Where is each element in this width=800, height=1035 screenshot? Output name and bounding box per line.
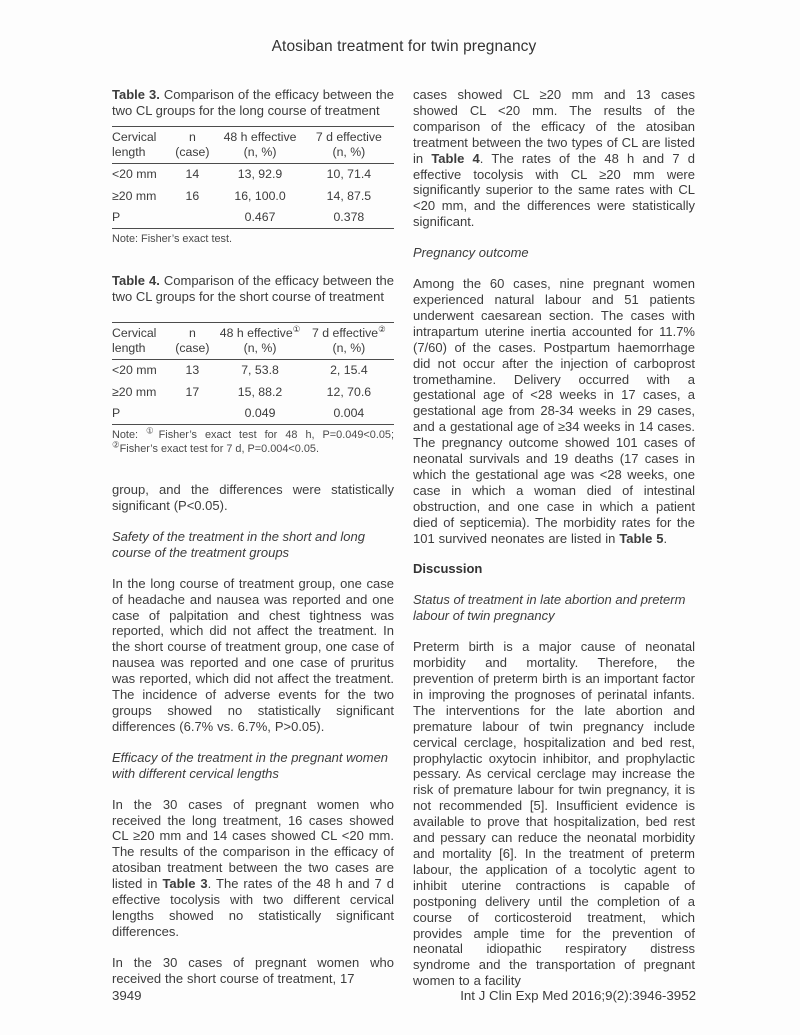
table-cell: 0.378 — [333, 210, 365, 225]
table-cell: 2, 15.4 — [330, 363, 368, 378]
column-header: Cervical length — [112, 129, 157, 159]
table-cell: 17 — [185, 384, 200, 399]
column-header: 7 d effective② (n, %) — [312, 323, 386, 355]
journal-citation: Int J Clin Exp Med 2016;9(2):3946-3952 — [460, 988, 696, 1003]
table-header-row — [112, 322, 394, 359]
column-header: Cervical length — [112, 325, 157, 355]
table-cell: 15, 88.2 — [237, 384, 283, 399]
table-cell: 14, 87.5 — [326, 188, 372, 203]
page-footer — [112, 988, 696, 1003]
left-column — [112, 87, 394, 1004]
table-cell: 16 — [185, 188, 200, 203]
table-cell: 0.049 — [244, 406, 276, 421]
table-row — [112, 163, 394, 185]
subsection-heading: Safety of the treatment in the short and long course of the treatment groups — [112, 528, 365, 560]
table4-caption: Table 4. Comparison of the efficacy between the two CL groups for the short course of treatment — [112, 272, 394, 304]
table-cell: <20 mm — [112, 167, 157, 182]
right-column — [413, 87, 695, 1004]
table-cell: 13 — [185, 363, 200, 378]
table-cell: <20 mm — [112, 363, 157, 378]
column-header: n (case) — [175, 129, 210, 159]
section-heading: Discussion — [413, 561, 483, 577]
column-header: n (case) — [175, 325, 210, 355]
table-row — [112, 381, 394, 403]
table-row — [112, 359, 394, 381]
table-cell — [168, 403, 216, 425]
table-cell — [168, 207, 216, 229]
paragraph: Among the 60 cases, nine pregnant women experienced natural labour and 51 patients underwent caesarean section. The cases with intrapartum uterine inertia accounted for 11.7% (7/60) of the cases. Postpartum haemorrhage did not occur after the injection of carboprost tromethamine. Delivery occurred with a gestational age of <28 weeks in 17 cases, a gestational age from 28-34 weeks in 29 cases, and a gestational age of ≥34 weeks in 14 cases. The pregnancy outcome showed 101 cases of neonatal survivals and 19 deaths (17 cases in which the gestational age was <28 weeks, one case in which a woman died of intestinal obstruction, and one case in which a patient died of septicemia). The morbidity rates for the 101 survived neonates are listed in Table 5. — [413, 276, 695, 546]
paragraph: Preterm birth is a major cause of neonatal morbidity and mortality. Therefore, the prevention of preterm birth is an important factor in improving the prognoses of perinatal infants. The interventions for the late abortion and premature labour of twin pregnancy include cervical cerclage, hospitalization and bed rest, prophylactic oxytocin inhibitor, and prophylactic pessary. As cervical cerclage may increase the risk of premature labour for twin pregnancy, it is not recommended [5]. Insufficient evidence is available to prove that hospitalization, bed rest and pessary can reduce the neonatal morbidity and mortality [6]. In the treatment of preterm labour, the application of a tocolytic agent to inhibit uterine contractions is capable of postponing delivery until the completion of a course of corticosteroid treatment, which provides ample time for the prevention of neonatal idiopathic respiratory distress syndrome and the transportation of pregnant women to a facility — [413, 639, 695, 989]
table-header-row — [112, 126, 394, 163]
table-3 — [112, 126, 394, 230]
subsection-heading: Efficacy of the treatment in the pregnant women with different cervical lengths — [112, 749, 389, 781]
table-4 — [112, 322, 394, 426]
subsection-heading: Pregnancy outcome — [413, 245, 529, 261]
table-cell: P — [112, 210, 121, 225]
table-cell: 14 — [185, 167, 200, 182]
two-column-layout — [112, 87, 696, 1004]
table-cell: 16, 100.0 — [234, 188, 286, 203]
table-cell: 10, 71.4 — [326, 167, 372, 182]
paragraph: In the long course of treatment group, one case of headache and nausea was reported and one case of palpitation and chest tightness was reported, which did not affect the treatment. In the short course of treatment group, one case of nausea was reported and one case of pruritus was reported, which did not affect the treatment. The incidence of adverse events for the two groups showed no statistically significant differences (6.7% vs. 6.7%, P>0.05). — [112, 575, 394, 734]
table3-caption: Table 3. Comparison of the efficacy between the two CL groups for the long course of treatment — [112, 87, 394, 118]
table-cell: ≥20 mm — [112, 188, 157, 203]
paragraph: In the 30 cases of pregnant women who received the short course of treatment, 17 — [112, 954, 394, 986]
column-header: 48 h effective (n, %) — [223, 129, 297, 159]
paragraph: group, and the differences were statistically significant (P<0.05). — [112, 482, 394, 514]
page-number: 3949 — [112, 988, 142, 1003]
table-cell: 0.004 — [333, 406, 365, 421]
column-header: 48 h effective① (n, %) — [219, 323, 301, 355]
column-header: 7 d effective (n, %) — [315, 129, 382, 159]
table-row — [112, 185, 394, 207]
table-row — [112, 403, 394, 425]
table-cell: P — [112, 406, 121, 421]
running-head-title: Atosiban treatment for twin pregnancy — [271, 38, 537, 55]
table-cell: 7, 53.8 — [241, 363, 279, 378]
table-cell: ≥20 mm — [112, 384, 157, 399]
table3-note: Note: Fisher’s exact test. — [112, 233, 233, 246]
table-cell: 13, 92.9 — [237, 167, 283, 182]
paragraph: cases showed CL ≥20 mm and 13 cases showed CL <20 mm. The results of the comparison of the efficacy of the atosiban treatment between the two types of CL are listed in Table 4. The rates of the 48 h and 7 d effective tocolysis with CL ≥20 mm were significantly superior to the same rates with CL <20 mm, and the differences were statistically significant. — [413, 87, 695, 230]
table4-note: Note: ①Fisher’s exact test for 48 h, P=0.049<0.05; ②Fisher’s exact test for 7 d, P=0.004<0.05. — [112, 425, 394, 455]
paragraph: In the 30 cases of pregnant women who received the long treatment, 16 cases showed CL ≥20 mm and 14 cases showed CL <20 mm. The results of the comparison in the efficacy of atosiban treatment between the two cases are listed in Table 3. The rates of the 48 h and 7 d effective tocolysis with two different cervical lengths showed no statistically significant differences. — [112, 796, 395, 939]
subsection-heading: Status of treatment in late abortion and preterm labour of twin pregnancy — [413, 592, 686, 624]
table-row — [112, 207, 394, 229]
table-cell: 12, 70.6 — [326, 384, 372, 399]
table-cell: 0.467 — [244, 210, 276, 225]
